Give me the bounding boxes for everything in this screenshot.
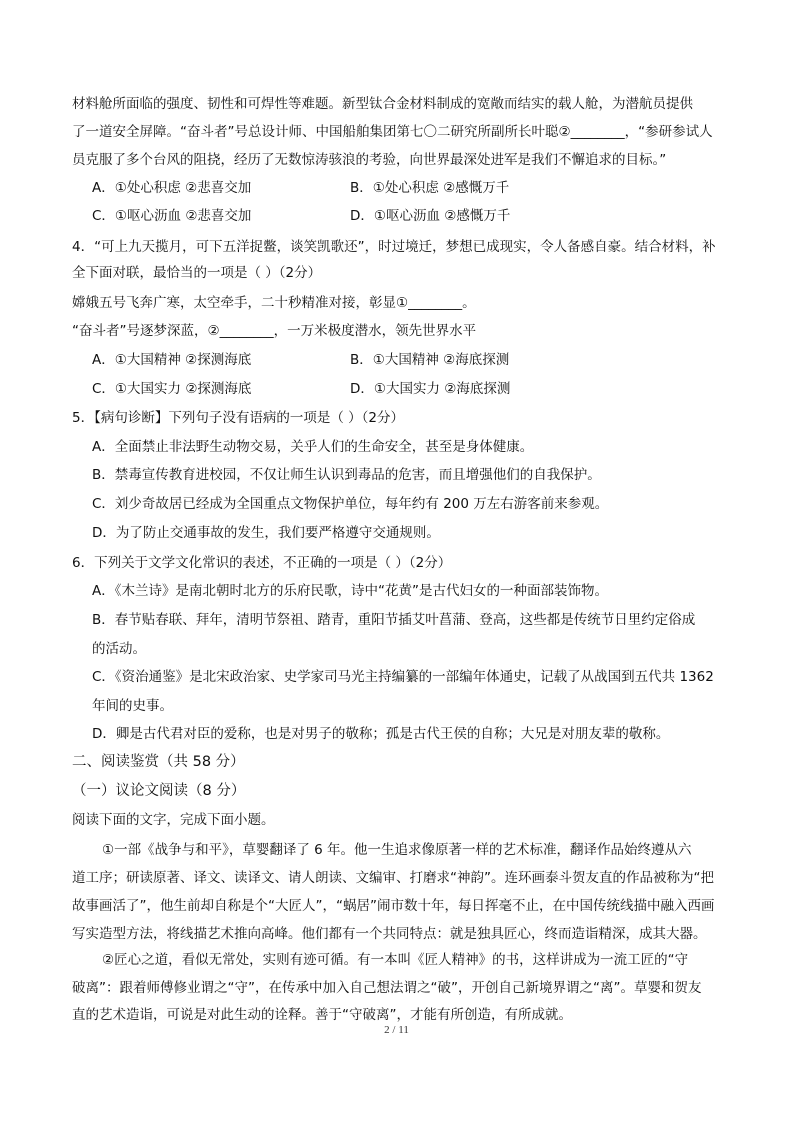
q5-option-c: C．刘少奇故居已经成为全国重点文物保护单位，每年约有 200 万左右游客前来参观。 [92, 496, 609, 512]
q6-stem: 6．下列关于文学文化常识的表述，不正确的一项是（ ）（2分） [72, 555, 452, 571]
page-number: 2 / 11 [384, 1024, 409, 1036]
q6-option-b-line-2: 的活动。 [92, 641, 146, 657]
q4-option-a: A．①大国精神 ②探测海底 [92, 352, 252, 368]
paragraph-2-line-2: 破离”：跟着师傅修业谓之“守”，在传承中加入自己想法谓之“破”，开创自己新境界谓之“离”。草婴和贺友 [72, 980, 702, 996]
paragraph-1-line-3: 故事画活了”，他生前却自称是个“大匠人”，“蜗居”闹市数十年，每日挥毫不止，在中国传统线描中融入西画 [72, 898, 715, 914]
passage-line-3: 员克服了多个台风的阻挠，经历了无数惊涛骇浪的考验，向世界最深处进军是我们不懈追求的目标。” [72, 152, 667, 168]
reading-instruction: 阅读下面的文字，完成下面小题。 [72, 812, 275, 828]
q6-option-b-line-1: B．春节贴春联、拜年，清明节祭祖、踏青，重阳节插艾叶菖蒲、登高，这些都是传统节日里约定俗成 [92, 612, 696, 628]
q4-option-d: D．①大国实力 ②海底探测 [350, 381, 511, 397]
paragraph-2-line-3: 直的艺术造诣，可说是对此生动的诠释。善于“守破离”，才能有所创造，有所成就。 [72, 1007, 572, 1023]
q4-stem-line-2: 全下面对联，最恰当的一项是（ ）（2分） [72, 265, 322, 281]
q5-stem: 5．【病句诊断】下列句子没有语病的一项是（ ）（2分） [72, 410, 404, 426]
q6-option-c-line-2: 年间的史事。 [92, 698, 173, 714]
q4-couplet-1: 嫦娥五号飞奔广寒，太空牵手，二十秒精准对接，彰显①________。 [72, 295, 476, 311]
paragraph-2-line-1: ②匠心之道，看似无常处，实则有迹可循。有一本叫《匠人精神》的书，这样讲成为一流工匠的“守 [102, 952, 689, 968]
q3-option-a: A．①处心积虑 ②悲喜交加 [92, 180, 252, 196]
q4-option-c: C．①大国实力 ②探测海底 [92, 381, 252, 397]
q3-option-d: D．①呕心沥血 ②感慨万千 [350, 208, 511, 224]
subsection-title: （一）议论文阅读（8 分） [72, 783, 246, 799]
passage-line-2: 了一道安全屏障。“奋斗者”号总设计师、中国船舶集团第七〇二研究所副所长叶聪②________，“参研参试人 [72, 124, 713, 140]
q6-option-c-line-1: C．《资治通鉴》是北宋政治家、史学家司马光主持编纂的一部编年体通史，记载了从战国到五代共 1362 [92, 669, 714, 685]
section-title: 二、阅读鉴赏（共 58 分） [72, 754, 245, 770]
q5-option-d: D．为了防止交通事故的发生，我们要严格遵守交通规则。 [92, 525, 440, 541]
q3-option-b: B．①处心积虑 ②感慨万千 [350, 180, 510, 196]
q4-option-b: B．①大国精神 ②海底探测 [350, 352, 510, 368]
q6-option-d: D．卿是古代君对臣的爱称，也是对男子的敬称；孤是古代王侯的自称；大兄是对朋友辈的敬称。 [92, 726, 670, 742]
paragraph-1-line-4: 写实造型方法，将线描艺术推向高峰。他们都有一个共同特点：就是独具匠心，终而造诣精深，成其大器。 [72, 926, 707, 942]
passage-line-1: 材料舱所面临的强度、韧性和可焊性等难题。新型钛合金材料制成的宽敞而结实的载人舱，为潜航员提供 [72, 96, 693, 112]
paragraph-1-line-2: 道工序；研读原著、译文、读译文、请人朗读、文编审、打磨求“神韵”。连环画泰斗贺友直的作品被称为“把 [72, 870, 714, 886]
q3-option-c: C．①呕心沥血 ②悲喜交加 [92, 208, 252, 224]
q4-stem-line-1: 4．“可上九天揽月，可下五洋捉鳖，谈笑凯歌还”，时过境迁，梦想已成现实，令人备感自豪。结合材料，补 [72, 239, 716, 255]
q5-option-b: B．禁毒宣传教育进校园，不仅让师生认识到毒品的危害，而且增强他们的自我保护。 [92, 467, 601, 483]
paragraph-1-line-1: ①一部《战争与和平》，草婴翻译了 6 年。他一生追求像原著一样的艺术标准，翻译作品始终遵从六 [102, 842, 692, 858]
q6-option-a: A．《木兰诗》是南北朝时北方的乐府民歌，诗中“花黄”是古代妇女的一种面部装饰物。 [92, 583, 608, 599]
q5-option-a: A．全面禁止非法野生动物交易，关乎人们的生命安全，甚至是身体健康。 [92, 439, 534, 455]
q4-couplet-2: “奋斗者”号逐梦深蓝，②________，一万米极度潜水，领先世界水平 [72, 323, 477, 339]
